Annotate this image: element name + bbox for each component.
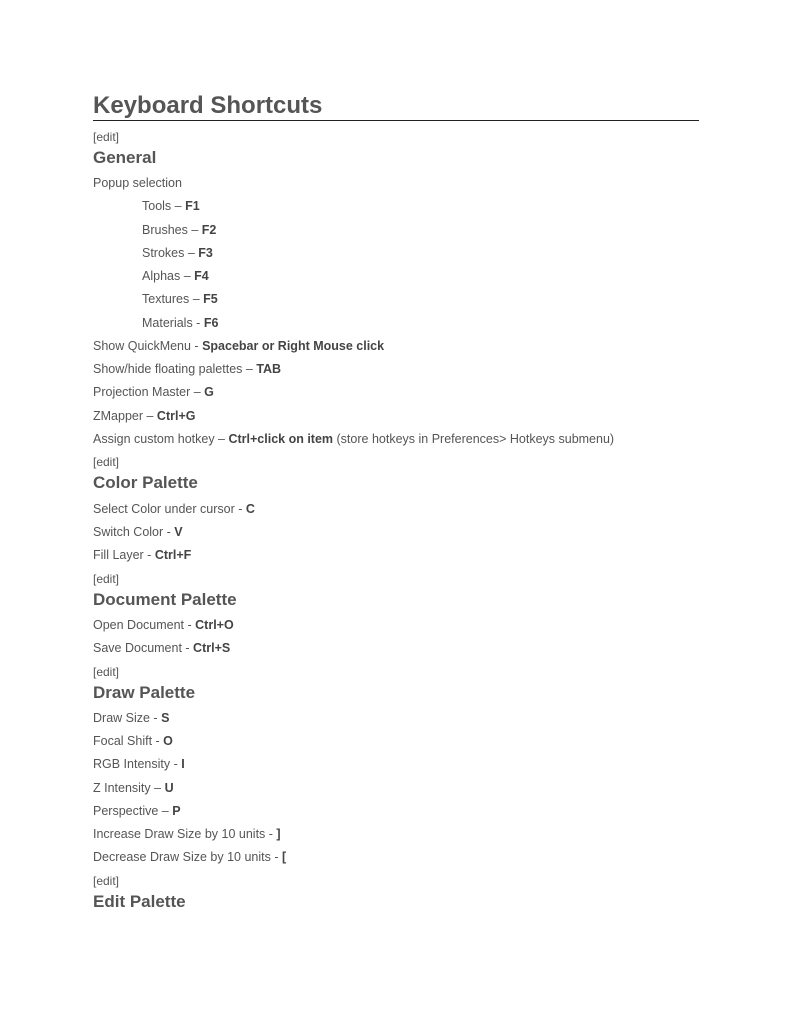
shortcut-draw-size: Draw Size - S [93, 711, 170, 725]
shortcut-projection-master: Projection Master – G [93, 385, 214, 399]
shortcut-materials: Materials - F6 [142, 316, 219, 330]
shortcut-open-document: Open Document - Ctrl+O [93, 618, 234, 632]
shortcut-alphas: Alphas – F4 [142, 269, 209, 283]
shortcut-textures: Textures – F5 [142, 292, 218, 306]
shortcut-tools: Tools – F1 [142, 199, 200, 213]
edit-link-label[interactable]: [edit] [93, 874, 120, 888]
edit-link-label[interactable]: [edit] [93, 130, 120, 144]
shortcut-zmapper: ZMapper – Ctrl+G [93, 409, 196, 423]
shortcut-select-color: Select Color under cursor - C [93, 502, 255, 516]
section-heading-edit: Edit Palette [93, 892, 186, 911]
edit-link-label[interactable]: [edit] [93, 455, 120, 469]
shortcut-save-document: Save Document - Ctrl+S [93, 641, 231, 655]
shortcut-rgb-intensity: RGB Intensity - I [93, 757, 185, 771]
shortcut-decrease-draw-size: Decrease Draw Size by 10 units - [ [93, 850, 287, 864]
shortcut-custom-hotkey: Assign custom hotkey – Ctrl+click on item (store hotkeys in Preferences> Hotkeys submenu) [93, 432, 615, 446]
edit-link-color[interactable] [93, 455, 119, 469]
section-heading-draw: Draw Palette [93, 683, 196, 702]
popup-selection-label: Popup selection [93, 176, 182, 190]
shortcut-switch-color: Switch Color - V [93, 525, 183, 539]
section-heading-general: General [93, 148, 157, 167]
shortcut-brushes: Brushes – F2 [142, 223, 217, 237]
edit-link-document[interactable] [93, 572, 119, 586]
shortcut-floating-palettes: Show/hide floating palettes – TAB [93, 362, 282, 376]
shortcut-z-intensity: Z Intensity – U [93, 781, 174, 795]
shortcut-focal-shift: Focal Shift - O [93, 734, 173, 748]
edit-link-label[interactable]: [edit] [93, 665, 120, 679]
edit-link-label[interactable]: [edit] [93, 572, 120, 586]
shortcut-strokes: Strokes – F3 [142, 246, 213, 260]
section-heading-color: Color Palette [93, 473, 198, 492]
shortcut-increase-draw-size: Increase Draw Size by 10 units - ] [93, 827, 281, 841]
page-title: Keyboard Shortcuts [93, 91, 699, 121]
edit-link-draw[interactable] [93, 665, 119, 679]
section-heading-document: Document Palette [93, 590, 237, 609]
edit-link-general[interactable] [93, 130, 119, 144]
shortcut-fill-layer: Fill Layer - Ctrl+F [93, 548, 192, 562]
shortcut-quickmenu: Show QuickMenu - Spacebar or Right Mouse click [93, 339, 385, 353]
shortcut-perspective: Perspective – P [93, 804, 181, 818]
edit-link-edit[interactable] [93, 874, 119, 888]
